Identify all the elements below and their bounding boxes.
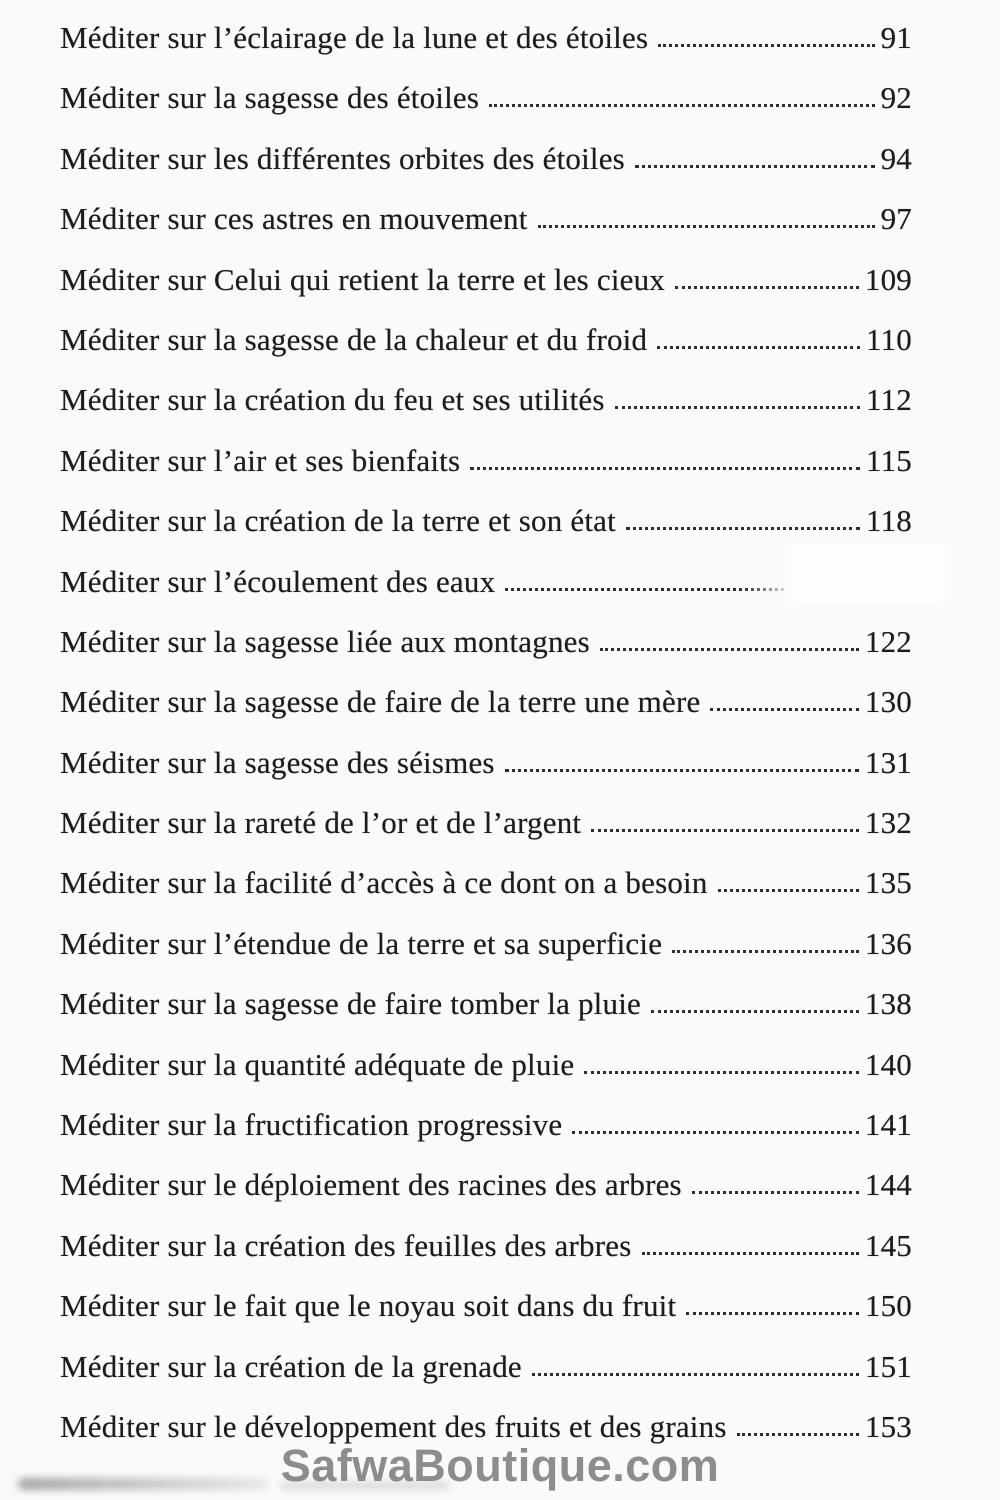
toc-dot-leader — [591, 829, 859, 832]
toc-entry-title: Méditer sur les différentes orbites des étoiles — [60, 140, 625, 176]
toc-entry-title: Méditer sur la quantité adéquate de pluie — [60, 1046, 575, 1082]
toc-row — [60, 731, 912, 791]
toc-entry-page: 91 — [880, 20, 912, 55]
toc-dot-leader — [600, 648, 859, 651]
toc-row — [60, 248, 912, 308]
scan-smudge — [280, 1481, 450, 1490]
toc-entry-title: Méditer sur la sagesse de faire de la terre une mère — [60, 684, 701, 720]
toc-row — [60, 1274, 912, 1334]
toc-entry-page: 92 — [880, 80, 912, 116]
toc-dot-leader — [626, 527, 860, 530]
toc-entry-title: Méditer sur la création des feuilles des arbres — [60, 1227, 632, 1263]
toc-entry-page: 131 — [864, 744, 912, 780]
toc-entry-title: Méditer sur Celui qui retient la terre et les cieux — [60, 261, 666, 297]
toc-entry-page: 118 — [866, 503, 912, 539]
scan-smudge — [18, 1478, 268, 1490]
toc-dot-leader — [692, 1191, 859, 1194]
toc-row — [60, 912, 912, 972]
toc-entry-page: 97 — [880, 201, 912, 237]
toc-list — [60, 6, 912, 1455]
toc-row — [60, 791, 912, 851]
toc-dot-leader — [686, 1312, 859, 1315]
toc-entry-title: Méditer sur la sagesse liée aux montagnes — [60, 623, 590, 659]
toc-entry-page: 150 — [864, 1288, 912, 1324]
toc-dot-leader — [505, 588, 796, 591]
toc-row — [60, 127, 912, 187]
toc-entry-title: Méditer sur la création du feu et ses utilités — [60, 382, 605, 418]
toc-entry-title: Méditer sur l’air et ses bienfaits — [60, 442, 461, 478]
toc-row — [60, 187, 912, 247]
toc-entry-page: 130 — [864, 684, 912, 720]
toc-dot-leader — [658, 44, 874, 47]
toc-dot-leader — [642, 1252, 859, 1255]
toc-entry-title: Méditer sur le déploiement des racines des arbres — [60, 1167, 682, 1203]
toc-entry-page: 136 — [864, 925, 912, 961]
toc-row — [60, 670, 912, 730]
toc-row — [60, 1033, 912, 1093]
toc-entry-title: Méditer sur la création de la grenade — [60, 1348, 522, 1384]
toc-row — [60, 1153, 912, 1213]
toc-row — [60, 1093, 912, 1153]
toc-entry-title: Méditer sur la sagesse des séismes — [60, 744, 495, 780]
toc-dot-leader — [584, 1071, 859, 1074]
toc-dot-leader — [672, 950, 859, 953]
toc-dot-leader — [470, 467, 860, 470]
toc-entry-page: 151 — [864, 1348, 912, 1384]
toc-entry-title: Méditer sur ces astres en mouvement — [60, 201, 528, 237]
toc-dot-leader — [532, 1373, 859, 1376]
toc-dot-leader — [538, 225, 875, 228]
toc-entry-title: Méditer sur le fait que le noyau soit dans du fruit — [60, 1288, 677, 1324]
toc-row — [60, 6, 912, 66]
watermark-text: SafwaBoutique.com — [280, 1440, 720, 1491]
toc-row — [60, 1214, 912, 1274]
toc-dot-leader — [737, 1433, 859, 1436]
toc-entry-page: 122 — [864, 623, 912, 659]
toc-dot-leader — [657, 346, 860, 349]
toc-entry-page: 94 — [880, 140, 912, 176]
toc-entry-page: 135 — [864, 865, 912, 901]
toc-dot-leader — [505, 769, 859, 772]
scan-white-patch — [786, 544, 946, 604]
toc-entry-page: 145 — [864, 1227, 912, 1263]
toc-row — [60, 851, 912, 911]
toc-dot-leader — [651, 1010, 859, 1013]
toc-entry-title: Méditer sur la sagesse des étoiles — [60, 80, 480, 116]
toc-row — [60, 368, 912, 428]
toc-entry-page: 112 — [866, 382, 912, 418]
toc-entry-page: 153 — [864, 1408, 912, 1444]
toc-entry-title: Méditer sur la création de la terre et son état — [60, 503, 616, 539]
toc-entry-page: 132 — [864, 805, 912, 841]
toc-dot-leader — [635, 165, 875, 168]
toc-row — [60, 489, 912, 549]
toc-row — [60, 429, 912, 489]
toc-row — [60, 308, 912, 368]
toc-entry-title: Méditer sur l’écoulement des eaux — [60, 563, 496, 599]
toc-entry-title: Méditer sur la facilité d’accès à ce dont on a besoin — [60, 865, 708, 901]
toc-entry-page: 115 — [866, 442, 912, 478]
toc-row — [60, 610, 912, 670]
toc-entry-page: 144 — [864, 1167, 912, 1203]
toc-dot-leader — [489, 104, 874, 107]
toc-entry-title: Méditer sur le développement des fruits et des grains — [60, 1408, 727, 1444]
toc-dot-leader — [675, 286, 859, 289]
toc-entry-page: 140 — [864, 1046, 912, 1082]
toc-entry-title: Méditer sur la fructification progressive — [60, 1107, 563, 1143]
toc-row — [60, 972, 912, 1032]
toc-entry-title: Méditer sur l’éclairage de la lune et des étoiles — [60, 20, 649, 55]
toc-entry-title: Méditer sur la sagesse de faire tomber la pluie — [60, 986, 641, 1022]
toc-entry-page: 109 — [864, 261, 912, 297]
toc-row — [60, 550, 912, 610]
toc-entry-title: Méditer sur la rareté de l’or et de l’argent — [60, 805, 582, 841]
toc-dot-leader — [718, 889, 859, 892]
toc-entry-page: 141 — [864, 1107, 912, 1143]
toc-entry-page: 110 — [866, 321, 912, 357]
toc-entry-title: Méditer sur la sagesse de la chaleur et du froid — [60, 321, 648, 357]
toc-dot-leader — [615, 406, 860, 409]
toc-row — [60, 66, 912, 126]
toc-entry-title: Méditer sur l’étendue de la terre et sa superficie — [60, 925, 663, 961]
toc-row — [60, 1335, 912, 1395]
toc-dot-leader — [572, 1131, 859, 1134]
toc-dot-leader — [710, 708, 858, 711]
toc-entry-page: 138 — [864, 986, 912, 1022]
